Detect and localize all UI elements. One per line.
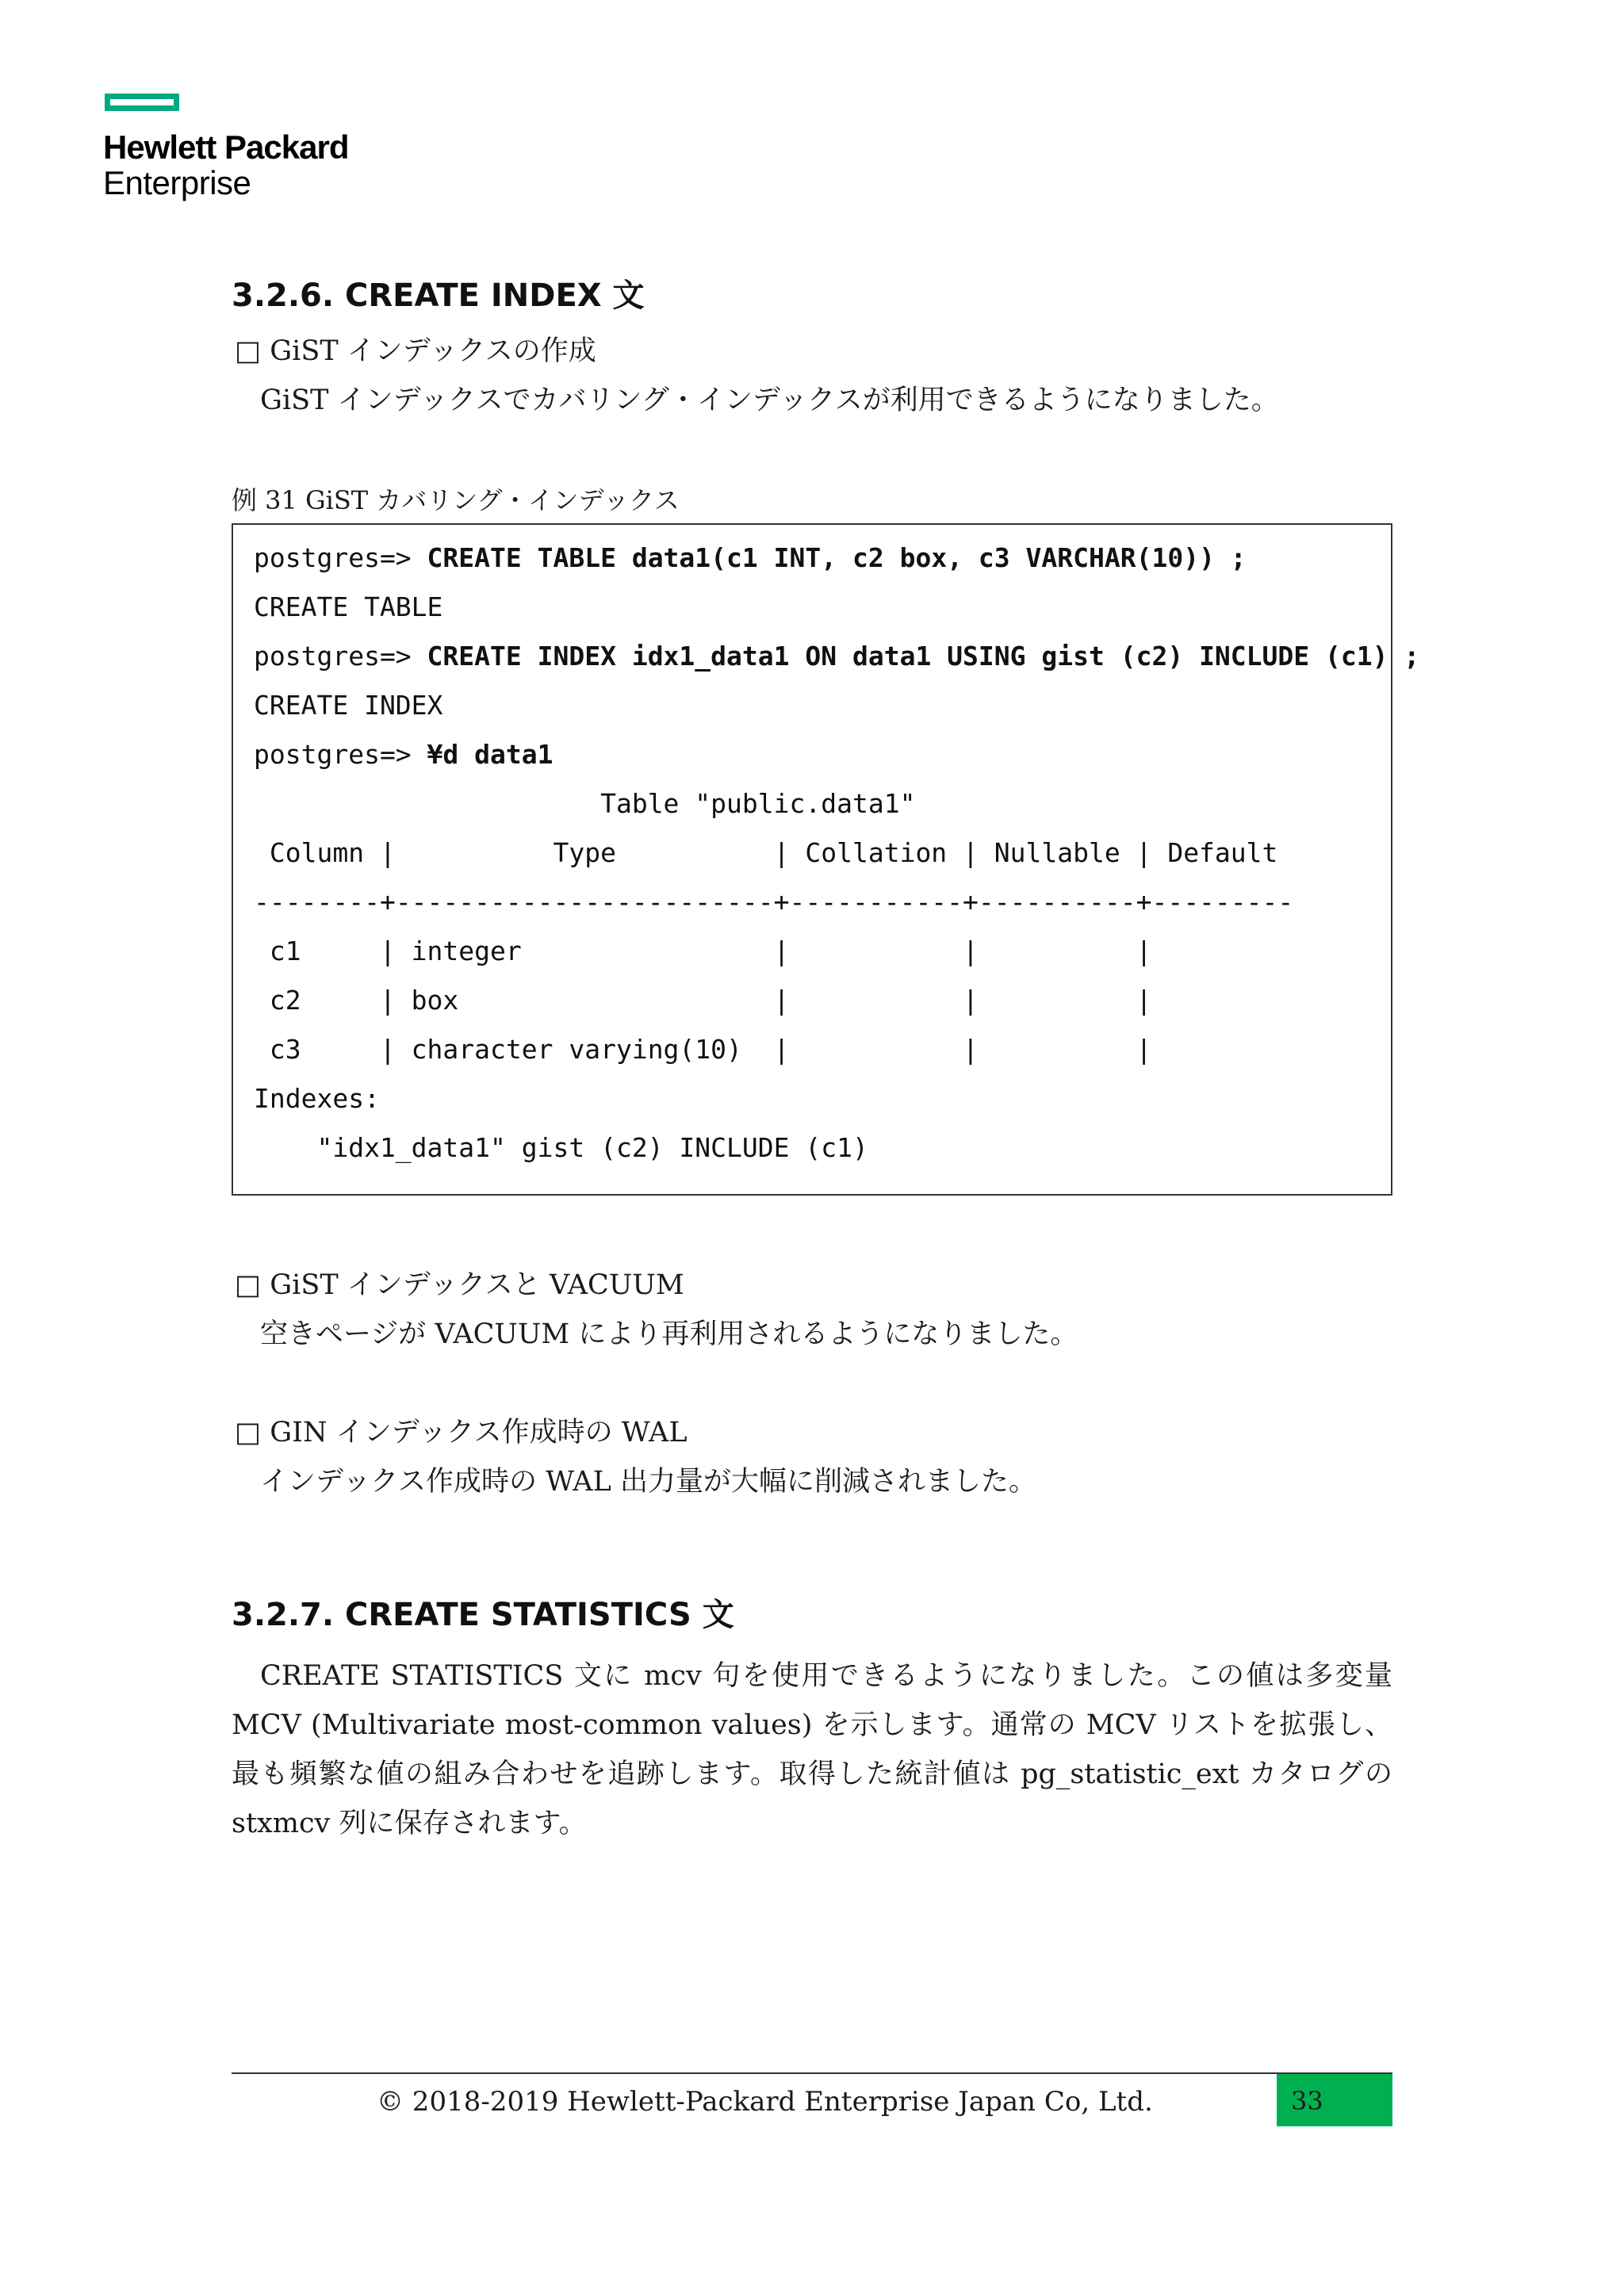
prompt: postgres=> [254,542,427,573]
code-line-3 [254,739,553,771]
logo-rectangle-icon [105,94,179,111]
item-title-gist-create: □ GiST インデックスの作成 [235,335,596,367]
prompt: postgres=> [254,739,427,770]
section-heading-create-index: 3.2.6. CREATE INDEX 文 [232,277,645,314]
page-number: 33 [1291,2086,1323,2116]
item-body-gist-vacuum: 空きページが VACUUM により再利用されるようになりました。 [260,1318,1078,1350]
code-line-2 [254,641,1419,672]
statistics-paragraph [232,1651,1392,1848]
statistics-paragraph-text: CREATE STATISTICS 文に mcv 句を使用できるようになりました。この値は多変量 MCV (Multivariate most-common values) を示します。通常の MCV リストを拡張し、最も頻繁な値の組み合わせを追跡します。取得した統計値は pg_statistic_ext カタログの stxmcv 列に保存されます。 [232,1660,1392,1839]
table-row: c3 | character varying(10) | | | [254,1034,1152,1065]
prompt: postgres=> [254,641,427,672]
code-output-1: CREATE TABLE [254,591,443,622]
command: CREATE INDEX idx1_data1 ON data1 USING gist (c2) INCLUDE (c1) ; [427,641,1420,672]
footer-divider [232,2072,1392,2074]
indexes-label: Indexes: [254,1083,380,1114]
table-row: c1 | integer | | | [254,936,1152,966]
code-line-1 [254,542,1247,574]
logo-text-line2: Enterprise [103,164,251,201]
command: ¥d data1 [427,739,553,770]
example-caption: 例 31 GiST カバリング・インデックス [232,485,680,515]
command: CREATE TABLE data1(c1 INT, c2 box, c3 VARCHAR(10)) ; [427,542,1247,573]
item-title-gist-vacuum: □ GiST インデックスと VACUUM [235,1269,684,1301]
index-line: "idx1_data1" gist (c2) INCLUDE (c1) [254,1132,868,1163]
code-block [232,523,1420,1196]
item-body-gin-wal: インデックス作成時の WAL 出力量が大幅に削減されました。 [260,1466,1036,1498]
section-heading-create-statistics: 3.2.7. CREATE STATISTICS 文 [232,1597,734,1633]
hpe-logo [103,94,348,201]
item-body-gist-create: GiST インデックスでカバリング・インデックスが利用できるようになりました。 [260,385,1279,416]
logo-text-line1: Hewlett Packard [103,128,349,166]
table-row: c2 | box | | | [254,985,1152,1016]
item-title-gin-wal: □ GIN インデックス作成時の WAL [235,1417,688,1448]
code-output-2: CREATE INDEX [254,690,443,721]
table-separator: --------+------------------------+-----------+----------+--------- [254,886,1294,917]
table-header: Column | Type | Collation | Nullable | Default [254,837,1278,868]
table-title: Table "public.data1" [254,788,916,819]
page-number-badge [1277,2074,1392,2126]
footer-copyright: © 2018-2019 Hewlett-Packard Enterprise Japan Co, Ltd. [377,2086,1153,2118]
